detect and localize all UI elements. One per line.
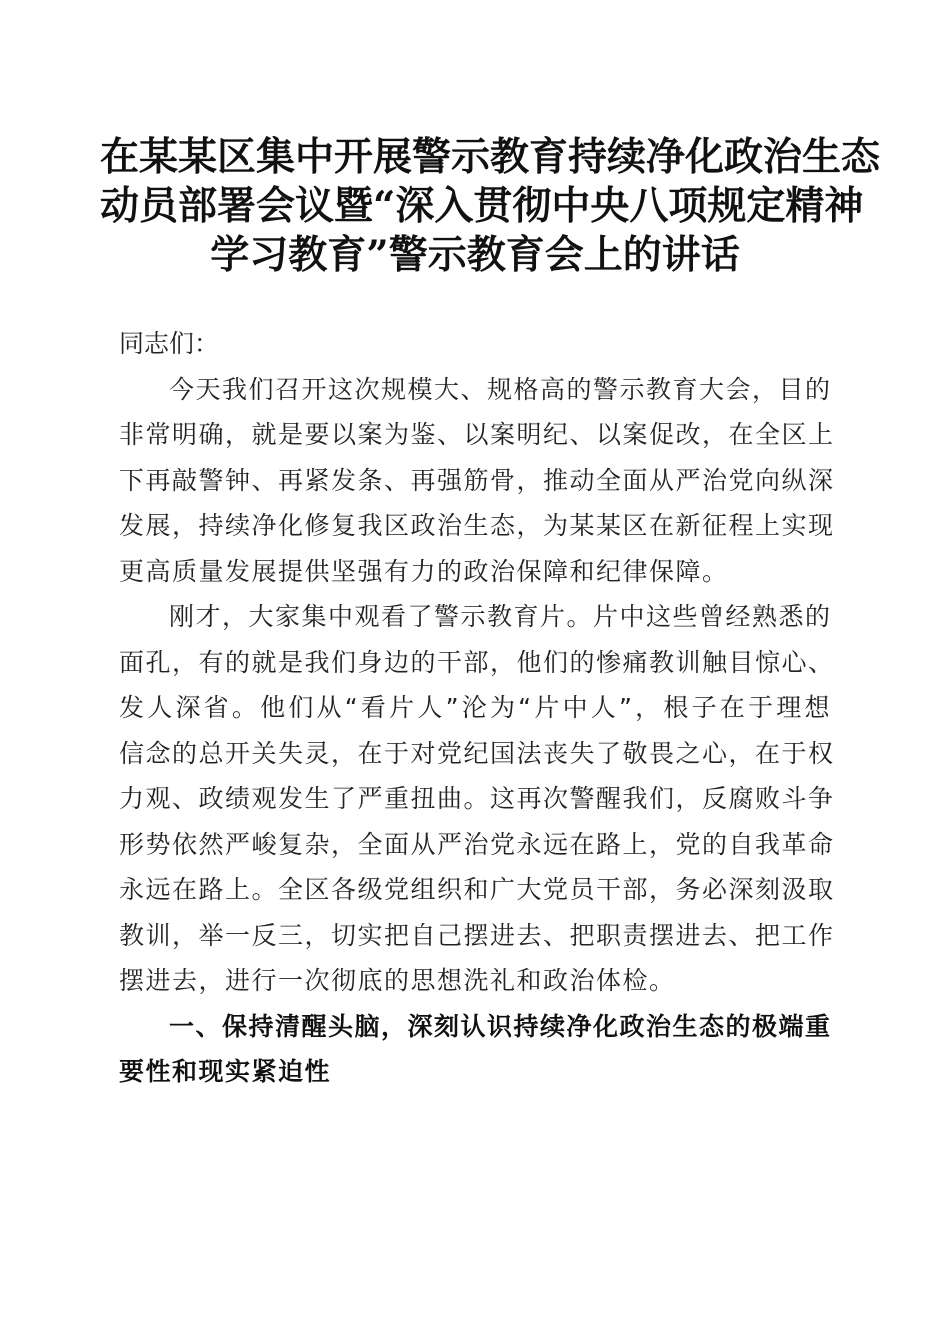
paragraph-line: 摆进去，进行一次彻底的思想洗礼和政治体检。 [119, 966, 676, 995]
paragraph-line: 力观、政绩观发生了严重扭曲。这再次警醒我们，反腐败斗争 [119, 784, 835, 813]
title-line: 学习教育”警示教育会上的讲话 [210, 232, 740, 278]
title-line: 动员部署会议暨“深入贯彻中央八项规定精神 [100, 183, 864, 229]
paragraph-line: 发展，持续净化修复我区政治生态，为某某区在新征程上实现 [119, 511, 835, 540]
section-heading [119, 1004, 831, 1095]
paragraph-line: 更高质量发展提供坚强有力的政治保障和纪律保障。 [119, 556, 729, 586]
paragraph-line: 面孔，有的就是我们身边的干部，他们的惨痛教训触目惊心、 [119, 647, 835, 677]
heading-line: 要性和现实紧迫性 [119, 1057, 332, 1086]
paragraph-line: 今天我们召开这次规模大、规格高的警示教育大会，目的 [169, 374, 832, 404]
paragraph-line: 非常明确，就是要以案为鉴、以案明纪、以案促改，在全区上 [119, 420, 835, 449]
paragraph-film [119, 594, 835, 1004]
paragraph-opening [119, 367, 835, 595]
document-title [100, 133, 881, 280]
greeting: 同志们： [119, 329, 220, 358]
paragraph-line: 永远在路上。全区各级党组织和广大党员干部，务必深刻汲取 [119, 875, 835, 904]
paragraph-line: 发人深省。他们从“看片人”沦为“片中人”，根子在于理想 [119, 693, 831, 722]
paragraph-line: 形势依然严峻复杂，全面从严治党永远在路上，党的自我革命 [119, 829, 835, 859]
paragraph-line: 信念的总开关失灵，在于对党纪国法丧失了敬畏之心，在于权 [119, 738, 835, 768]
document-body [119, 321, 835, 1095]
heading-line: 一、保持清醒头脑，深刻认识持续净化政治生态的极端重 [169, 1011, 832, 1041]
paragraph-line: 刚才，大家集中观看了警示教育片。片中这些曾经熟悉的 [169, 602, 832, 631]
paragraph-line: 教训，举一反三，切实把自己摆进去、把职责摆进去、把工作 [119, 920, 835, 950]
paragraph-line: 下再敲警钟、再紧发条、再强筋骨，推动全面从严治党向纵深 [119, 465, 835, 495]
title-line: 在某某区集中开展警示教育持续净化政治生态 [100, 134, 881, 180]
